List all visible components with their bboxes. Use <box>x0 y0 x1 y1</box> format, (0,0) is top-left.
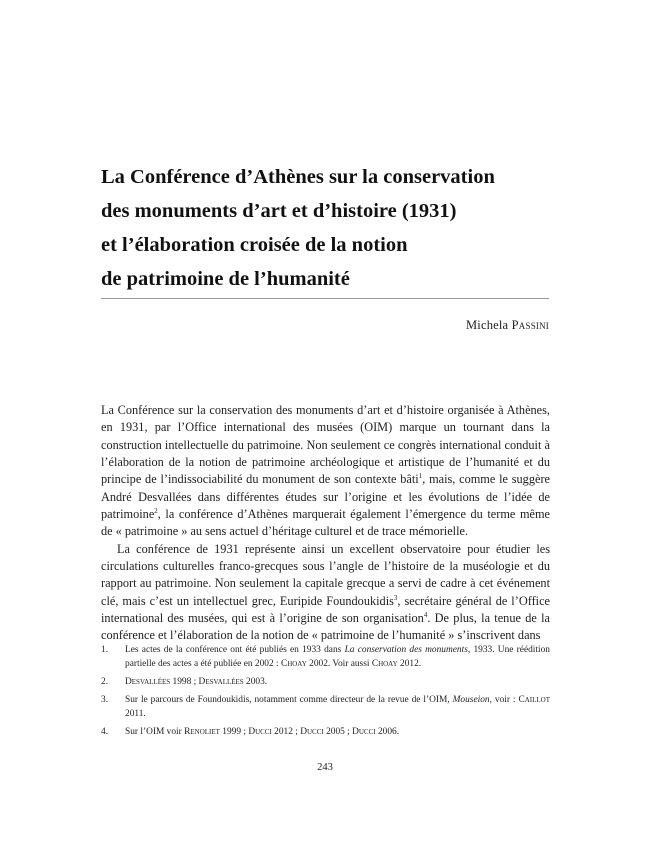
footnote-text <box>125 693 550 721</box>
title-line: de patrimoine de l’humanité <box>101 268 350 290</box>
footnote-fragment: Les actes de la conférence ont été publiés en 1933 dans <box>125 645 345 655</box>
footnote-fragment: , voir : <box>489 695 519 706</box>
title-rule <box>101 298 549 299</box>
footnote-number: 3. <box>101 695 109 706</box>
footnote-ref: 2 <box>154 506 158 515</box>
footnote-author: Desvallées <box>125 677 171 688</box>
title-line: La Conférence d’Athènes sur la conservation <box>101 166 495 188</box>
footnote-fragment: Sur le parcours de Foundoukidis, notamment comme directeur de la revue de l’OIM, <box>125 695 453 706</box>
footnote-ref: 4 <box>423 611 428 620</box>
body-text <box>101 402 550 645</box>
paragraph-text: La conférence de 1931 représente ainsi un excellent observatoire pour étudier les circulations culturelles franco-grecques sous l’angle de l’histoire de la muséologie et du rapport au patrimoine. Non seulement la capitale grecque a servi de cadre à cet événement clé, mais c’est un intellectuel grec, Euripide Foundoukidis <box>101 541 550 608</box>
footnote-4 <box>101 725 550 739</box>
footnote-text <box>125 725 550 739</box>
paragraph-text: , la conférence d’Athènes marquerait également l’émergence du terme même de « patrimoine » au sens actuel d’héritage culturel et de trace mémorielle. <box>101 507 550 539</box>
footnote-author: Ducci <box>248 727 272 738</box>
footnote-fragment: 2005 ; <box>323 727 353 738</box>
paragraph-text: , mais, comme le suggère André Desvallées dans différentes études sur l’origine et les évolutions de l’idée de patrimoine <box>101 472 550 522</box>
author-last-name: Passini <box>511 318 549 332</box>
footnote-ref: 3 <box>393 593 398 602</box>
footnote-1 <box>101 643 550 671</box>
footnote-2 <box>101 675 550 689</box>
footnote-fragment: 2012. <box>397 659 422 670</box>
footnote-italic: La conservation des monuments <box>344 645 468 655</box>
author-first-name: Michela <box>465 318 509 332</box>
paragraph-text: La Conférence sur la conservation des monuments d’art et d’histoire organisée à Athènes, en 1931, par l’Office international des musées (OIM) marque un tournant dans la construction intellectuelle du patrimoine. Non seulement ce congrès international conduit à l’élaboration de la notion de patrimoine archéologique et artistique de l’humanité et du principe de l’indissociabilité du monument de son contexte bâti <box>101 403 550 487</box>
paragraph-text: , secrétaire général de l’Office international des musées, qui est à l’origine de son organisation <box>101 593 551 626</box>
article-title <box>101 160 561 296</box>
footnote-fragment: 2012 ; <box>271 727 301 738</box>
title-line: des monuments d’art et d’histoire (1931) <box>101 200 457 222</box>
footnote-author: Caillot <box>518 695 550 706</box>
footnote-number: 1. <box>101 645 109 655</box>
footnote-author: Desvallées <box>198 677 244 688</box>
author-name <box>466 318 549 333</box>
footnote-author: Choay <box>280 659 307 670</box>
footnote-fragment: 2011. <box>125 709 146 720</box>
paragraph-text: . De plus, la tenue de la conférence et l’élaboration de la notion de « patrimoine de l’humanité » s’inscrivent dans <box>101 611 550 643</box>
footnote-text <box>125 675 550 689</box>
footnote-italic: Mouseion <box>452 695 490 706</box>
footnote-fragment: 2003. <box>243 677 268 688</box>
title-line: et l’élaboration croisée de la notion <box>101 234 408 256</box>
page-number: 243 <box>317 762 333 773</box>
footnote-fragment: 1999 ; <box>219 727 249 738</box>
footnote-author: Choay <box>371 659 398 670</box>
paragraph-1 <box>101 402 550 541</box>
footnote-fragment: 2002. Voir aussi <box>306 659 372 670</box>
footnote-author: Ducci <box>300 727 324 738</box>
footnote-author: Ducci <box>352 727 376 738</box>
footnote-fragment: 2006. <box>375 727 400 738</box>
footnote-number: 2. <box>101 677 109 688</box>
footnote-number: 4. <box>101 727 109 738</box>
paragraph-2 <box>101 541 550 645</box>
footnote-fragment: , 1933. Une réédition partielle des actes a été publiée en 2002 : <box>125 645 550 670</box>
footnote-3 <box>101 693 550 721</box>
footnote-fragment: Sur l’OIM voir <box>125 727 185 738</box>
footnote-text <box>125 643 550 671</box>
footnote-ref: 1 <box>418 472 423 481</box>
footnotes <box>101 643 550 743</box>
footnote-author: Renoliet <box>184 727 220 738</box>
footnote-fragment: 1998 ; <box>170 677 199 688</box>
